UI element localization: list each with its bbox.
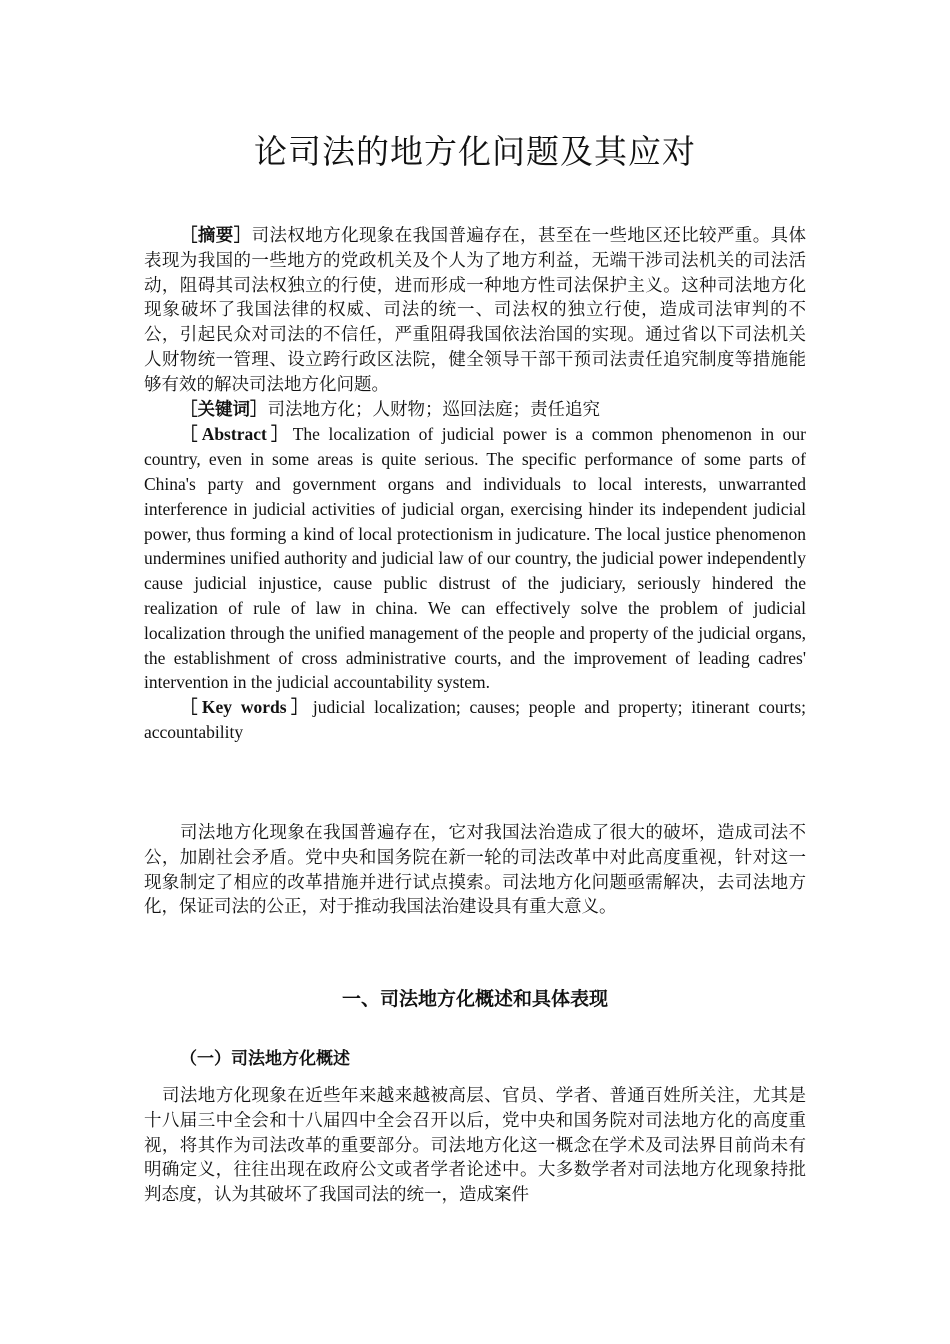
abstract-en-label: ［Abstract］ (180, 424, 293, 445)
keywords-cn-text: 司法地方化；人财物；巡回法庭；责任追究 (267, 399, 600, 420)
section-1-1-paragraph: 司法地方化现象在近些年来越来越被高层、官员、学者、普通百姓所关注，尤其是十八届三中全会和十八届四中全会召开以后，党中央和国务院对司法地方化的高度重视，将其作为司法改革的重要部分。司法地方化这一概念在学术及司法界目前尚未有明确定义，往往出现在政府公文或者学者论述中。大多数学者对司法地方化现象持批判态度，认为其破坏了我国司法的统一，造成案件 (144, 1086, 806, 1206)
keywords-en-label: ［Key words］ (180, 697, 313, 718)
abstract-cn-label: ［摘要］ (180, 226, 252, 246)
abstract-en-text: The localization of judicial power is a common phenomenon in our country, even in some areas is quite serious. The specific performance of some parts of China's party and government organs and individuals to local interests, unwarranted interference in judicial activities of judicial organ, exercising hinder its independent judicial power, thus forming a kind of local protectionism in judicature. The local justice phenomenon undermines unified authority and judicial law of our country, the judicial power independently cause judicial injustice, cause public distrust of the judiciary, seriously hindered the realization of rule of law in china. We can effectively solve the problem of judicial localization through the unified management of the people and property of the judicial organs, the establishment of cross administrative courts, and the improvement of leading cadres' intervention in the judicial accountability system. (144, 424, 806, 693)
abstract-cn-paragraph (144, 224, 806, 398)
section-1-heading: 一、司法地方化概述和具体表现 (341, 988, 608, 1010)
section-1-1-body (144, 1084, 806, 1208)
abstract-cn-text: 司法权地方化现象在我国普遍存在，甚至在一些地区还比较严重。具体表现为我国的一些地方的党政机关及个人为了地方利益，无端干涉司法机关的司法活动，阻碍其司法权独立的行使，进而形成一种地方性司法保护主义。这种司法地方化现象破坏了我国法律的权威、司法的统一、司法权的独立行使，造成司法审判的不公，引起民众对司法的不信任，严重阻碍我国依法治国的实现。通过省以下司法机关人财物统一管理、设立跨行政区法院，健全领导干部干预司法责任追究制度等措施能够有效的解决司法地方化问题。 (144, 226, 807, 395)
keywords-en-paragraph (144, 695, 806, 745)
keywords-cn-label: ［关键词］ (180, 399, 268, 420)
abstract-cn-section (144, 224, 806, 745)
abstract-en-paragraph (144, 422, 806, 695)
keywords-cn-paragraph (144, 398, 806, 423)
section-1-1-heading: （一）司法地方化概述 (180, 1049, 350, 1069)
keywords-en-text: judicial localization; causes; people and property; itinerant courts; accountability (144, 697, 807, 742)
paper-title: 论司法的地方化问题及其应对 (254, 132, 696, 171)
intro-paragraph: 司法地方化现象在我国普遍存在，它对我国法治造成了很大的破坏，造成司法不公，加剧社会矛盾。党中央和国务院在新一轮的司法改革中对此高度重视，针对这一现象制定了相应的改革措施并进行试点摸索。司法地方化问题亟需解决，去司法地方化，保证司法的公正，对于推动我国法治建设具有重大意义。 (144, 823, 806, 918)
intro-section (144, 821, 806, 920)
